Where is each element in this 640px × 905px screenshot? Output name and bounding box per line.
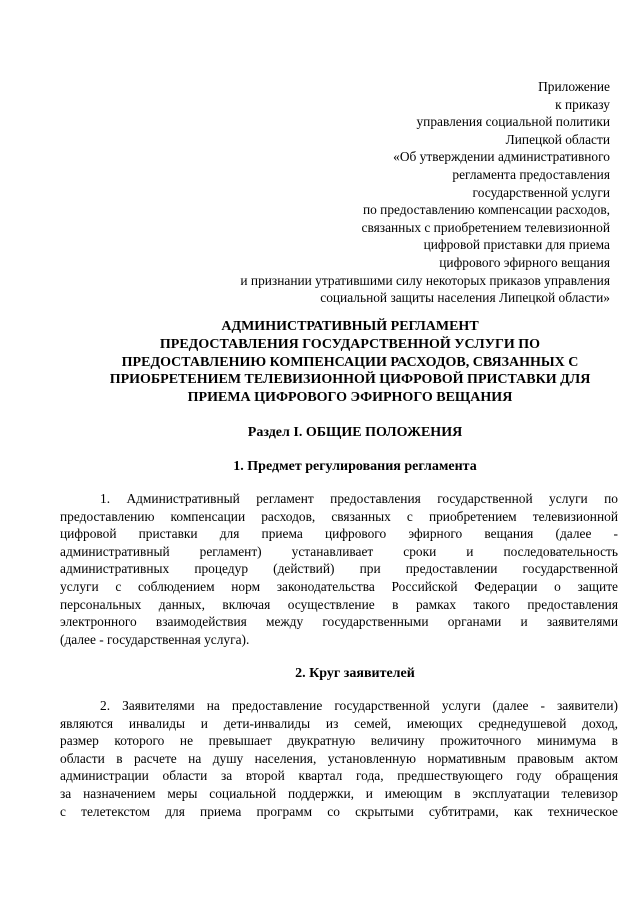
annex-line: управления социальной политики: [416, 114, 610, 130]
annex-line: государственной услуги: [472, 184, 610, 200]
annex-line: цифровой приставки для приема: [423, 237, 610, 253]
paragraph-subject: [60, 490, 618, 648]
annex-line: социальной защиты населения Липецкой области»: [320, 290, 610, 306]
section-heading: Раздел I. ОБЩИЕ ПОЛОЖЕНИЯ: [247, 425, 463, 440]
title-line: АДМИНИСТРАТИВНЫЙ РЕГЛАМЕНТ: [221, 319, 479, 334]
paragraph-line: персональных данных, включая осуществление в рамках такого предоставления: [60, 596, 618, 612]
title-line: ПРИОБРЕТЕНИЕМ ТЕЛЕВИЗИОННОЙ ЦИФРОВОЙ ПРИСТАВКИ ДЛЯ: [109, 372, 591, 388]
document-title: [40, 318, 640, 407]
title-line: ПРЕДОСТАВЛЕНИЮ КОМПЕНСАЦИИ РАСХОДОВ, СВЯЗАННЫХ С: [121, 354, 579, 370]
paragraph-line: администрации области за второй квартал года, предшествующего году обращения: [60, 768, 618, 784]
paragraph-line: области в расчете на душу населения, установленную нормативным правовым актом: [60, 750, 618, 766]
annex-line: по предоставлению компенсации расходов,: [362, 202, 610, 218]
subheading-subject: 1. Предмет регулирования регламента: [233, 459, 477, 474]
annex-block: [140, 78, 610, 307]
paragraph-line: являются инвалиды и дети-инвалиды из семей, имеющих среднедушевой доход,: [60, 715, 618, 731]
paragraph-line: цифровой приставки для приема цифрового эфирного вещания (далее -: [60, 526, 618, 542]
paragraph-line: административных процедур (действий) при предоставлении государственной: [60, 561, 618, 577]
paragraph-line: размер которого не превышает двукратную величину прожиточного минимума в: [60, 733, 618, 749]
paragraph-line: услуги с соблюдением норм законодательства Российской Федерации о защите: [60, 578, 618, 594]
annex-line: регламента предоставления: [452, 166, 610, 182]
annex-line: и признании утратившими силу некоторых приказов управления: [240, 272, 610, 288]
annex-line: связанных с приобретением телевизионной: [361, 219, 610, 235]
paragraph-line: предоставлению компенсации расходов, связанных с приобретением телевизионной: [60, 508, 618, 524]
title-line: ПРЕДОСТАВЛЕНИЯ ГОСУДАРСТВЕННОЙ УСЛУГИ ПО: [159, 336, 541, 352]
annex-line: Приложение: [538, 79, 610, 94]
annex-line: Липецкой области: [505, 131, 610, 147]
annex-line: «Об утверждении административного: [393, 149, 610, 165]
title-line: ПРИЕМА ЦИФРОВОГО ЭФИРНОГО ВЕЩАНИЯ: [187, 390, 513, 406]
paragraph-line: административный регламент) устанавливает сроки и последовательность: [60, 543, 618, 559]
subheading-applicants: 2. Круг заявителей: [295, 666, 415, 681]
paragraph-line: 1. Административный регламент предоставления государственной услуги по: [100, 491, 618, 506]
annex-line: к приказу: [555, 96, 610, 112]
paragraph-line: (далее - государственная услуга).: [60, 631, 250, 647]
paragraph-line: электронного взаимодействия между государственными органами и заявителями: [60, 614, 618, 630]
annex-line: цифрового эфирного вещания: [439, 254, 610, 270]
paragraph-applicants: [60, 697, 618, 820]
paragraph-line: 2. Заявителями на предоставление государственной услуги (далее - заявители): [100, 698, 618, 713]
paragraph-line: с телетекстом для приема программ со скрытыми субтитрами, как техническое: [60, 803, 618, 819]
paragraph-line: за назначением меры социальной поддержки, и имеющим в эксплуатации телевизор: [60, 785, 618, 801]
